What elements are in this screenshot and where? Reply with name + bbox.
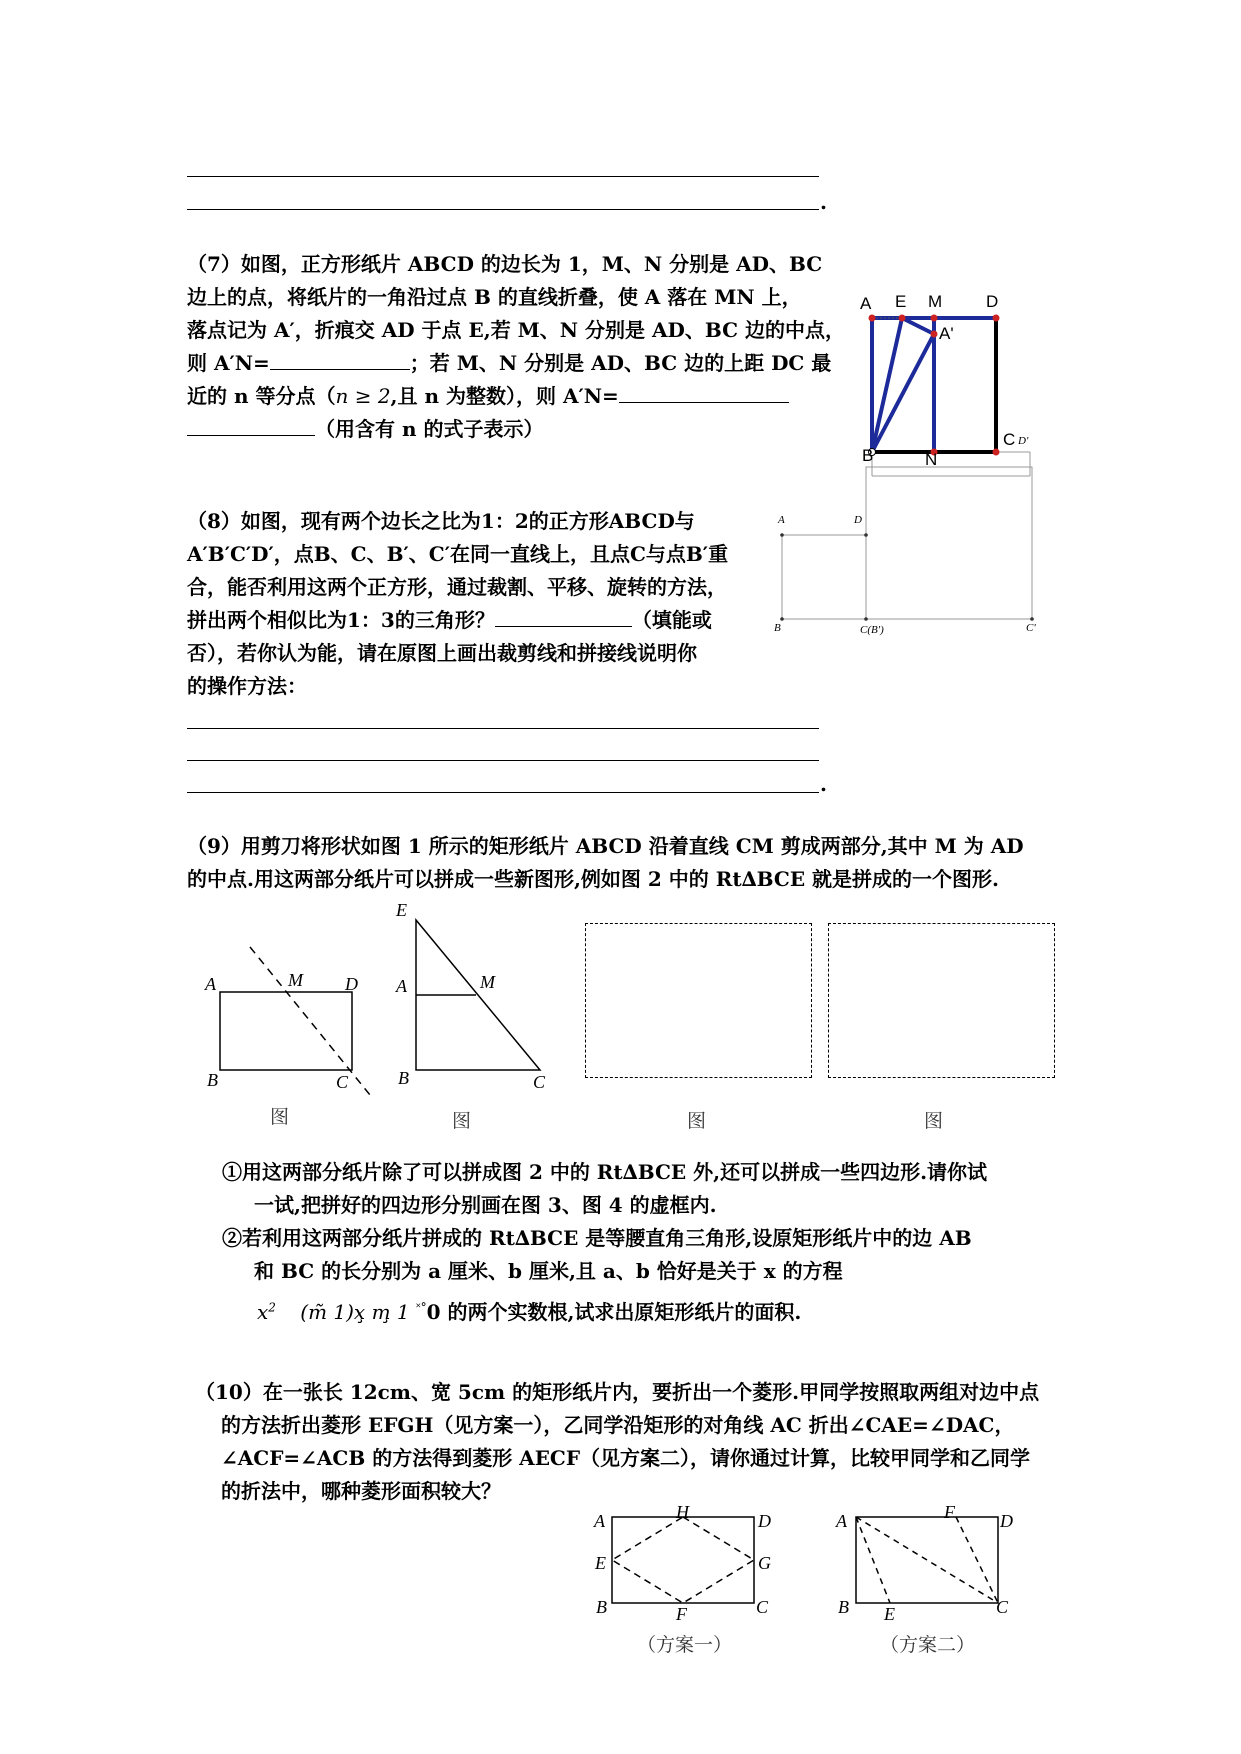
figure-caption: 图	[924, 1110, 944, 1132]
q9-subquestions: ①用这两部分纸片除了可以拼成图 2 中的 Rt∆BCE 外,还可以拼成一些四边形.请你试 一试,把拼好的四边形分别画在图 3、图 4 的虚框内. ②若利用这两部分纸片拼成的 Rt∆BCE 是等腰直角三角形,设原矩形纸片中的边 AB 和 BC 的长分别为 a 厘米、b 厘米,且 a、b 恰好是关于 x 的方程	[222, 1160, 988, 1283]
point-label: B	[838, 1597, 849, 1617]
answer-line	[187, 728, 819, 729]
answer-line	[187, 176, 819, 177]
answer-blank[interactable]	[619, 380, 789, 403]
period: .	[820, 190, 827, 214]
point-label: A	[836, 1511, 847, 1531]
q9-text: （9）用剪刀将形状如图 1 所示的矩形纸片 ABCD 沿着直线 CM 剪成两部分,其中 M 为 AD 的中点.用这两部分纸片可以拼成一些新图形,例如图 2 中的 Rt∆BCE 就是拼成的一个图形.	[187, 834, 1024, 891]
point-label: A	[778, 514, 785, 526]
point-label: M	[288, 970, 303, 990]
q7-text: （7）如图，正方形纸片 ABCD 的边长为 1，M、N 分别是 AD、BC 边上的点，将纸片的一角沿过点 B 的直线折叠，使 A 落在 MN 上， 落点记为 A′，折痕交 AD 于点 E,若 M、N 分别是 AD、BC 边的中点， 则 A′N= ；若 M、N 分别是 AD、BC 边的上距 DC 最 近的 n 等分点（n ≥ 2,且 n 为整数），则 A′N= （用含有 n 的式子表示）	[187, 252, 846, 441]
answer-blank[interactable]	[495, 604, 632, 627]
answer-blank[interactable]	[187, 413, 315, 436]
equation: $x^2$ (m̃ 1)x̧ m̧ 1 ˟°0 的两个实数根,试求出原矩形纸片的面积.	[257, 1300, 802, 1324]
answer-blank[interactable]	[270, 347, 410, 370]
point-label: D	[1000, 1511, 1013, 1531]
point-label: M	[480, 972, 495, 992]
point-label: C	[996, 1597, 1009, 1617]
q9-fig2-triangle	[410, 910, 550, 1090]
point-label: H	[676, 1502, 689, 1522]
point-label: B	[398, 1068, 409, 1088]
point-label: C(B')	[860, 624, 884, 636]
point-label: D	[854, 514, 862, 526]
plan1-figure	[608, 1515, 768, 1615]
fig4-drawing-box[interactable]	[828, 923, 1055, 1078]
point-label: A	[396, 976, 407, 996]
point-label: F	[944, 1502, 955, 1522]
figure-caption: 图	[270, 1106, 290, 1128]
q10-text: （10）在一张长 12cm、宽 5cm 的矩形纸片内，要折出一个菱形.甲同学按照取两组对边中点 的方法折出菱形 EFGH（见方案一），乙同学沿矩形的对角线 AC 折出∠CAE=∠DAC， ∠ACF=∠ACB 的方法得到菱形 AECF（见方案二），请你通过计算，比较甲同学和乙同学 的折法中，哪种菱形面积较大？	[195, 1380, 1040, 1503]
point-label: A'	[939, 324, 954, 343]
point-label: C	[533, 1072, 546, 1092]
q7-fold-figure	[860, 290, 1060, 460]
point-label: E	[396, 900, 407, 920]
point-label: C	[756, 1597, 769, 1617]
point-label: D	[986, 292, 999, 311]
point-label: C	[336, 1072, 349, 1092]
figure-caption: 图	[452, 1110, 472, 1132]
point-label: E	[595, 1553, 606, 1573]
figure-caption: 图	[687, 1110, 707, 1132]
point-label: N	[925, 450, 938, 469]
point-label: A	[594, 1511, 605, 1531]
answer-line	[187, 760, 819, 761]
point-label: E	[895, 292, 907, 311]
plan2-figure	[852, 1515, 1012, 1615]
point-label: M	[928, 292, 943, 311]
point-label: D'	[1018, 435, 1029, 447]
point-label: B	[207, 1070, 218, 1090]
q8-text: （8）如图，现有两个边长之比为1：2的正方形ABCD与 A′B′C′D′，点B、C、B′、C′在同一直线上，且点C与点B′重 合，能否利用这两个正方形，通过裁割、平移、旋转的方法， 拼出两个相似比为1：3的三角形？ （填能或 否），若你认为能，请在原图上画出裁剪线和拼接线说明你 的操作方法：	[187, 509, 729, 698]
answer-line	[187, 209, 819, 210]
q8-squares-figure	[780, 525, 1030, 635]
point-label: C'	[1026, 622, 1036, 634]
point-label: A	[860, 294, 872, 313]
point-label: B	[862, 446, 874, 465]
point-label: B	[774, 622, 781, 634]
point-label: A	[205, 974, 216, 994]
point-label: D	[345, 974, 358, 994]
plan2-caption: （方案二）	[880, 1634, 976, 1656]
plan1-caption: （方案一）	[637, 1634, 733, 1656]
point-label: B	[596, 1597, 607, 1617]
fig3-drawing-box[interactable]	[585, 923, 812, 1078]
point-label: G	[758, 1553, 771, 1573]
point-label: D	[758, 1511, 771, 1531]
point-label: F	[676, 1604, 687, 1624]
period: .	[820, 772, 827, 796]
point-label: C	[1003, 430, 1016, 449]
point-label: E	[884, 1604, 895, 1624]
answer-line	[187, 792, 819, 793]
